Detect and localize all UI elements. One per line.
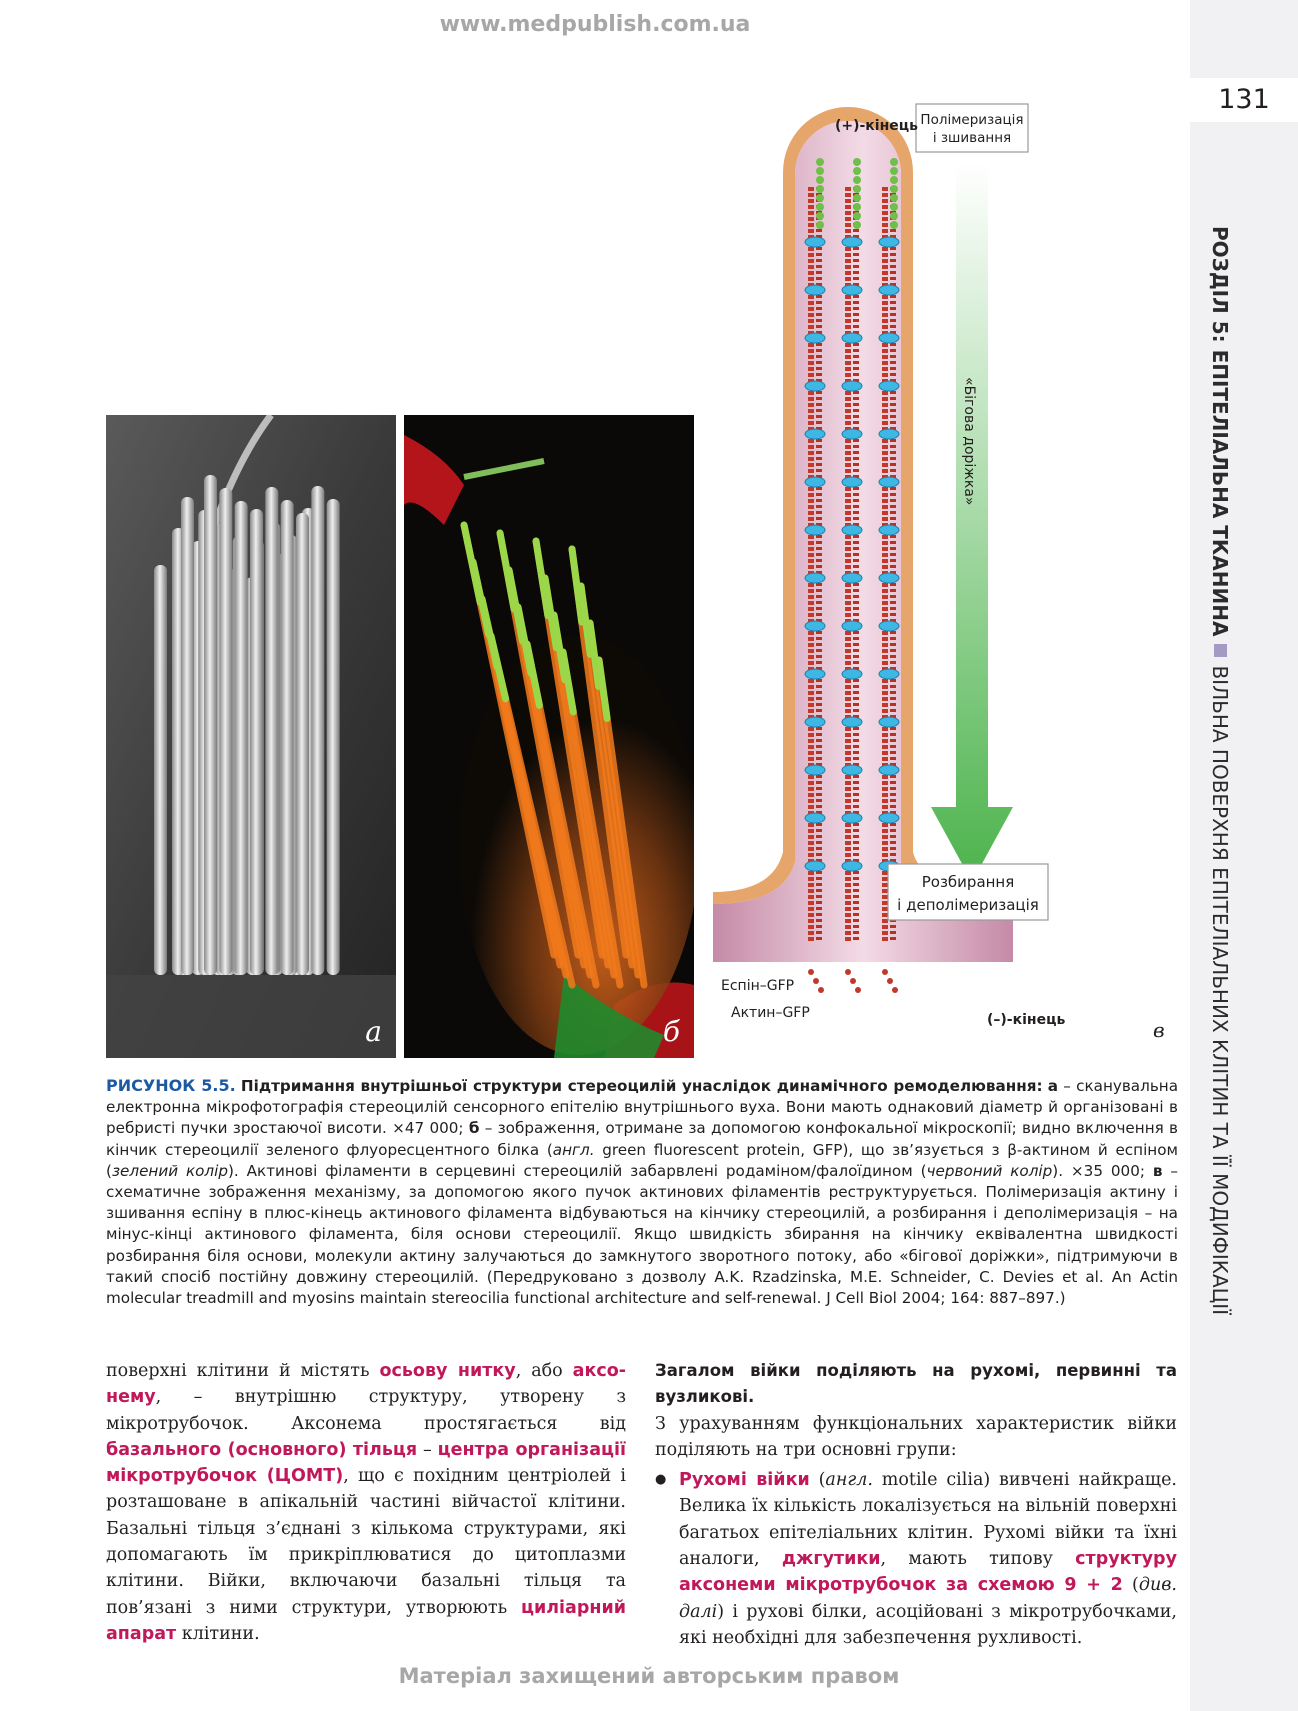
figure-title: Підтримання внутрішньої структури стереоцилій унаслідок динамічного ремоделювання: xyxy=(240,1077,1043,1095)
text: , – внутрішню структуру, утворену з мікротрубочок. Аксонема простягається від xyxy=(106,1387,626,1434)
minus-end-label: (–)-кінець xyxy=(987,1012,1066,1028)
caption-red: червоний колір xyxy=(926,1161,1053,1180)
disassembly-label-line2: і деполімеризація xyxy=(897,896,1039,914)
text: ( xyxy=(809,1470,826,1491)
espin-crosslink xyxy=(842,285,862,295)
depolymerized-actin xyxy=(850,978,856,984)
espin-cluster xyxy=(890,203,898,211)
depolymerized-actin xyxy=(813,978,819,984)
right-column xyxy=(655,1358,1177,1651)
espin-crosslink xyxy=(805,429,825,439)
espin-crosslink xyxy=(879,429,899,439)
espin-crosslink xyxy=(879,765,899,775)
depolymerized-actin xyxy=(887,978,893,984)
sem-stereocilium xyxy=(265,487,278,975)
espin-cluster xyxy=(853,185,861,193)
espin-crosslink xyxy=(842,861,862,871)
term-basal-body: базального (основного) тільця xyxy=(106,1439,418,1460)
panel-c-schematic-diagram xyxy=(713,92,1178,1052)
espin-crosslink xyxy=(842,813,862,823)
caption-key-c: в xyxy=(1152,1161,1163,1180)
figure-label: РИСУНОК 5.5. xyxy=(106,1076,236,1095)
espin-crosslink xyxy=(879,237,899,247)
left-paragraph xyxy=(106,1358,626,1647)
espin-cluster xyxy=(853,194,861,202)
text: – xyxy=(417,1439,438,1460)
term-axoneme-structure: структуру аксонеми мікротрубочок за схемою 9 + 2 xyxy=(679,1549,1177,1596)
actin-gfp-label: Актин–GFP xyxy=(731,1005,810,1021)
sem-stereocilium xyxy=(281,500,294,975)
espin-cluster xyxy=(890,194,898,202)
text: ( xyxy=(1122,1575,1139,1596)
depolymerized-actin xyxy=(818,987,824,993)
espin-crosslink xyxy=(805,285,825,295)
espin-crosslink xyxy=(805,333,825,343)
sem-stereocilium xyxy=(327,499,340,975)
espin-crosslink xyxy=(842,717,862,727)
text-engl: англ. xyxy=(825,1470,873,1491)
espin-crosslink xyxy=(805,381,825,391)
caption-text-b1: – зображення, отримане за допомогою конфокальної мікроскопії; видно включення в кінчик стереоцилії зеленого флуоресцентного білка ( xyxy=(106,1119,1178,1159)
intro-paragraph: З урахуванням функціональних характеристик війки поділяють на три основні групи: xyxy=(655,1413,1177,1460)
depolymerized-actin xyxy=(882,969,888,975)
term-motile-cilia: Рухомі війки xyxy=(679,1470,810,1491)
depolymerized-actin xyxy=(808,969,814,975)
text: , що є похідним центріолей і розташоване в апікальній частині війчастої клітини. Базальні тільця з’єднані з кількома структурами, які допомагають їм прикріплюватися до цитоплазми клітини. Війки, включаючи базальні тільця та пов’язані з ними структури, утворюють xyxy=(106,1466,627,1618)
chapter-running-title xyxy=(1208,226,1232,1315)
caption-text-c: – схематичне зображення механізму, за допомогою якого пучок актинових філаментів реструктурується. Полімеризація актину і зшивання еспіну в плюс-кінець актинового філамента відбуваються на кінчику стереоцилій, а розбирання і деполімеризація – на мінус-кінці актинового філамента, біля основи стереоцилії. Якщо швидкість збирання на кінчику еквівалентна швидкості розбирання біля основи, молекули актину залучаються до замкнутого зворотного потоку, або «бігової доріжки», підтримуючи в такий спосіб постійну довжину стереоцилій. (Передруковано з дозволу A.K. Rzadzinska, M.E. Schneider, C. Devies et al. An Actin molecular treadmill and myosins maintain stereocilia functional architecture and self-renewal. J Cell Biol 2004; 164: 887–897.) xyxy=(106,1161,1178,1308)
caption-key-a: а xyxy=(1047,1077,1059,1095)
espin-crosslink xyxy=(805,573,825,583)
sem-stereocilium xyxy=(235,501,248,975)
caption-green: зелений колір xyxy=(111,1161,228,1180)
espin-crosslink xyxy=(879,525,899,535)
depolymerized-actin xyxy=(845,969,851,975)
espin-crosslink xyxy=(879,285,899,295)
espin-cluster xyxy=(816,185,824,193)
text: , або xyxy=(515,1361,573,1381)
espin-cluster xyxy=(816,212,824,220)
espin-cluster xyxy=(816,176,824,184)
espin-cluster xyxy=(853,158,861,166)
term-axoneme: аксонему xyxy=(106,1361,627,1408)
polymerization-label-line2: і зшивання xyxy=(932,130,1012,146)
left-column xyxy=(106,1358,626,1647)
espin-crosslink xyxy=(805,525,825,535)
treadmill-arrow xyxy=(931,162,1013,882)
caption-key-b: б xyxy=(468,1119,480,1138)
espin-crosslink xyxy=(842,237,862,247)
disassembly-label-line1: Розбирання xyxy=(921,873,1015,891)
espin-crosslink xyxy=(842,333,862,343)
depolymerized-actin xyxy=(892,987,898,993)
term-axial-filament: осьову нитку xyxy=(379,1361,516,1381)
text: поверхні клітини й містять xyxy=(106,1361,380,1381)
espin-cluster xyxy=(853,203,861,211)
espin-cluster xyxy=(890,167,898,175)
espin-crosslink xyxy=(842,669,862,679)
caption-text-a: – сканувальна електронна мікрофотографія стереоцилій сенсорного епітелію внутрішнього вуха. Вони мають однаковий діаметр й організовані в ребристі пучки зростаючої висоти. ×47 000; xyxy=(106,1077,1179,1138)
bullet-motile-cilia xyxy=(655,1467,1177,1651)
espin-crosslink xyxy=(879,621,899,631)
figure-caption xyxy=(106,1075,1178,1309)
text: motile cilia) вивчені найкраще. Велика їх кількість локалізується на вільній поверхні багатьох епітеліальних клітин. Рухомі війки та їхні аналоги, xyxy=(679,1470,1177,1570)
espin-cluster xyxy=(853,221,861,229)
espin-crosslink xyxy=(805,621,825,631)
espin-crosslink xyxy=(842,621,862,631)
espin-cluster xyxy=(890,158,898,166)
espin-crosslink xyxy=(879,333,899,343)
espin-crosslink xyxy=(879,717,899,727)
espin-cluster xyxy=(853,176,861,184)
espin-crosslink xyxy=(805,669,825,679)
espin-crosslink xyxy=(842,429,862,439)
sem-stereocilium xyxy=(219,488,232,975)
side-strip xyxy=(1190,0,1298,1711)
sem-stereocilium xyxy=(204,475,217,975)
sem-stereocilium xyxy=(181,497,194,975)
espin-crosslink xyxy=(805,477,825,487)
espin-crosslink xyxy=(805,813,825,823)
section-heading: Загалом війки поділяють на рухомі, первинні та вузликові. xyxy=(655,1361,1177,1407)
panel-a-label: а xyxy=(365,1015,382,1048)
espin-crosslink xyxy=(805,717,825,727)
text: ) і рухові білки, асоційовані з мікротрубочками, які необхідні для забезпечення рухливості. xyxy=(679,1601,1177,1648)
espin-crosslink xyxy=(842,381,862,391)
polymerization-label-line1: Полімеризація xyxy=(920,112,1024,128)
text: , мають типову xyxy=(880,1549,1076,1570)
espin-cluster xyxy=(816,221,824,229)
espin-crosslink xyxy=(805,237,825,247)
espin-cluster xyxy=(816,203,824,211)
panel-b-confocal-image xyxy=(404,415,694,1058)
espin-cluster xyxy=(890,212,898,220)
espin-cluster xyxy=(816,158,824,166)
term-flagella: джгутики xyxy=(781,1549,881,1570)
espin-crosslink xyxy=(842,765,862,775)
espin-crosslink xyxy=(879,669,899,679)
treadmill-label: «Бігова доріжка» xyxy=(961,377,977,506)
footer-watermark: Матеріал захищений авторським правом xyxy=(398,1664,900,1688)
panel-a-sem-micrograph xyxy=(106,415,396,1058)
header-watermark: www.medpublish.com.ua xyxy=(439,12,751,37)
espin-crosslink xyxy=(805,861,825,871)
caption-text-b2: green fluorescent protein, GFP), що зв’язується з β-актином й еспіном ( xyxy=(106,1140,1178,1180)
espin-cluster xyxy=(816,194,824,202)
espin-cluster xyxy=(890,221,898,229)
espin-gfp-label: Еспін–GFP xyxy=(721,978,795,994)
section-title: ВІЛЬНА ПОВЕРХНЯ ЕПІТЕЛІАЛЬНИХ КЛІТИН ТА ЇЇ МОДИФІКАЦІЇ xyxy=(1208,665,1232,1315)
sem-stereocilium xyxy=(296,513,309,975)
sem-stereocilium xyxy=(154,565,167,975)
text: клітини. xyxy=(176,1623,260,1644)
plus-end-label: (+)-кінець xyxy=(834,118,918,134)
sem-stereocilium xyxy=(250,514,263,975)
espin-cluster xyxy=(890,185,898,193)
espin-crosslink xyxy=(879,813,899,823)
title-separator-square xyxy=(1214,644,1227,657)
text-see-below: див. далі xyxy=(679,1575,1177,1622)
sem-stereocilium xyxy=(311,486,324,975)
page-number: 131 xyxy=(1190,78,1298,122)
espin-crosslink xyxy=(842,525,862,535)
panel-b-label: б xyxy=(662,1015,680,1048)
espin-crosslink xyxy=(842,477,862,487)
espin-crosslink xyxy=(879,477,899,487)
caption-text-b3: ). Актинові філаменти в серцевині стереоцилій забарвлені родаміном/фалоїдином ( xyxy=(228,1161,927,1180)
espin-cluster xyxy=(890,176,898,184)
depolymerized-actin xyxy=(855,987,861,993)
espin-crosslink xyxy=(879,381,899,391)
chapter-title: РОЗДІЛ 5: ЕПІТЕЛІАЛЬНА ТКАНИНА xyxy=(1208,226,1232,637)
term-ciliary-apparatus: циліарний апарат xyxy=(106,1597,626,1644)
caption-text-b4: ). ×35 000; xyxy=(1052,1161,1153,1180)
espin-crosslink xyxy=(805,765,825,775)
espin-crosslink xyxy=(842,573,862,583)
term-mtoc: центра організації мікротрубочок (ЦОМТ) xyxy=(106,1439,626,1487)
panel-c-label: в xyxy=(1153,1018,1165,1042)
espin-cluster xyxy=(816,167,824,175)
espin-cluster xyxy=(853,167,861,175)
espin-cluster xyxy=(853,212,861,220)
espin-crosslink xyxy=(879,573,899,583)
caption-engl: англ. xyxy=(552,1140,595,1159)
